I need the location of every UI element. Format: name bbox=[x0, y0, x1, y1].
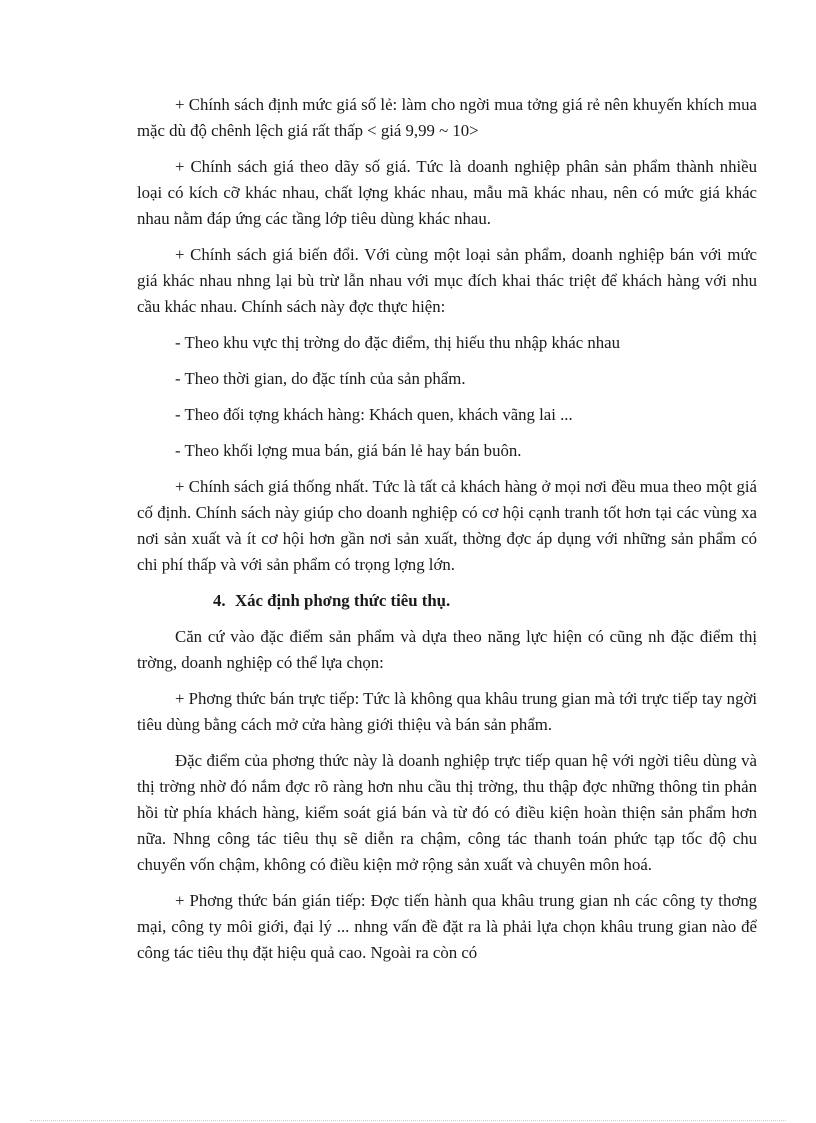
bullet-by-volume: - Theo khối lợng mua bán, giá bán lẻ hay bán buôn. bbox=[175, 441, 522, 460]
document-page bbox=[137, 92, 757, 976]
section-title: Xác định phơng thức tiêu thụ. bbox=[235, 591, 451, 610]
bullet-by-time: - Theo thời gian, do đặc tính của sản phẩm. bbox=[175, 369, 466, 388]
paragraph-odd-price-policy: + Chính sách định mức giá số lẻ: làm cho ngời mua tởng giá rẻ nên khuyến khích mua mặc dù độ chênh lệch giá rất thấp < giá 9,99 ~ 10> bbox=[137, 95, 757, 140]
paragraph-selection-basis: Căn cứ vào đặc điểm sản phẩm và dựa theo năng lực hiện có cũng nh đặc điểm thị trờng, doanh nghiệp có thể lựa chọn: bbox=[137, 627, 757, 672]
section-number: 4. bbox=[213, 591, 226, 610]
paragraph-direct-sales-features: Đặc điểm của phơng thức này là doanh nghiệp trực tiếp quan hệ với ngời tiêu dùng và thị trờng nhờ đó nắm đợc rõ ràng hơn nhu cầu thị trờng, thu thập đợc những thông tin phản hồi từ phía khách hàng, kiểm soát giá bán và từ đó có điều kiện hoàn thiện sản phẩm hơn nữa. Nhng công tác tiêu thụ sẽ diễn ra chậm, công tác thanh toán phức tạp tốc độ chu chuyển vốn chậm, không có điều kiện mở rộng sản xuất và chuyên môn hoá. bbox=[137, 751, 757, 874]
section-heading bbox=[137, 588, 757, 614]
paragraph-direct-sales: + Phơng thức bán trực tiếp: Tức là không qua khâu trung gian mà tới trực tiếp tay ngời tiêu dùng bằng cách mở cửa hàng giới thiệu và bán sản phẩm. bbox=[137, 689, 758, 734]
paragraph-price-range-policy: + Chính sách giá theo dãy số giá. Tức là doanh nghiệp phân sản phẩm thành nhiều loại có kích cỡ khác nhau, chất lợng khác nhau, mẫu mã khác nhau, nên có mức giá khác nhau nằm đáp ứng các tầng lớp tiêu dùng khác nhau. bbox=[137, 157, 757, 228]
bullet-by-customer: - Theo đối tợng khách hàng: Khách quen, khách vãng lai ... bbox=[175, 405, 573, 424]
paragraph-variable-price-policy: + Chính sách giá biến đổi. Với cùng một loại sản phẩm, doanh nghiệp bán với mức giá khác nhau nhng lại bù trừ lẫn nhau với mục đích khai thác triệt để khách hàng với nhu cầu khác nhau. Chính sách này đợc thực hiện: bbox=[137, 245, 757, 316]
paragraph-unified-price-policy: + Chính sách giá thống nhất. Tức là tất cả khách hàng ở mọi nơi đều mua theo một giá cố định. Chính sách này giúp cho doanh nghiệp có cơ hội cạnh tranh tốt hơn tại các vùng xa nơi sản xuất và ít cơ hội hơn gần nơi sản xuất, thờng đợc áp dụng với những sản phẩm có chi phí thấp và với sản phẩm có trọng lợng lớn. bbox=[137, 477, 757, 574]
footer-divider bbox=[30, 1120, 786, 1121]
bullet-by-market-region: - Theo khu vực thị trờng do đặc điểm, thị hiếu thu nhập khác nhau bbox=[175, 333, 621, 352]
paragraph-indirect-sales: + Phơng thức bán gián tiếp: Đợc tiến hành qua khâu trung gian nh các công ty thơng mại, công ty môi giới, đại lý ... nhng vấn đề đặt ra là phải lựa chọn khâu trung gian nào để công tác tiêu thụ đặt hiệu quả cao. Ngoài ra còn có bbox=[137, 891, 757, 962]
